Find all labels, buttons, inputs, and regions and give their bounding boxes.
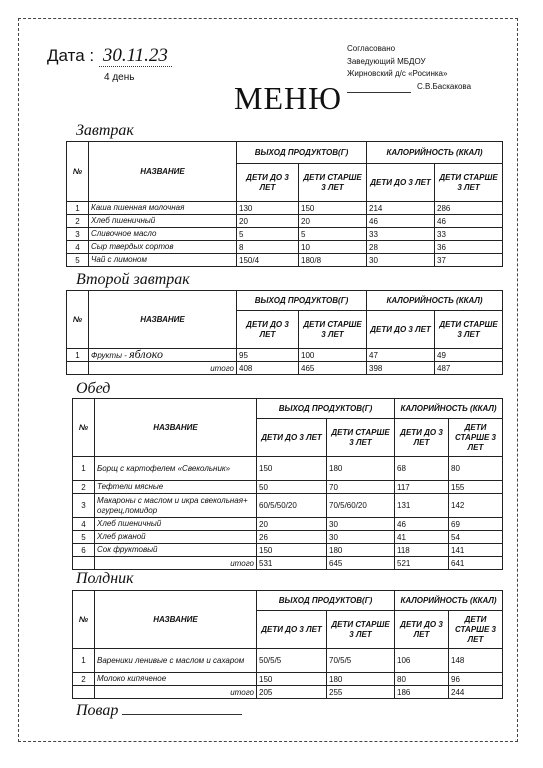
row-name: Каша пшенная молочная bbox=[89, 202, 237, 215]
table-row bbox=[73, 518, 503, 531]
table-row bbox=[67, 215, 503, 228]
col-output: ВЫХОД ПРОДУКТОВ(Г) bbox=[237, 291, 367, 311]
row-cal-over3: 46 bbox=[435, 215, 503, 228]
col-cal-over3: ДЕТИ СТАРШЕ 3 ЛЕТ bbox=[435, 311, 503, 349]
row-output-under3: 50/5/5 bbox=[257, 649, 327, 673]
row-num: 3 bbox=[67, 228, 89, 241]
row-cal-under3: 46 bbox=[367, 215, 435, 228]
row-output-under3: 150/4 bbox=[237, 254, 299, 267]
row-name: Макароны с маслом и икра свекольная+ огурец,помидор bbox=[95, 494, 257, 518]
total-row bbox=[67, 362, 503, 375]
row-name: Молоко кипяченое bbox=[95, 673, 257, 686]
row-cal-under3: 106 bbox=[395, 649, 449, 673]
col-name: НАЗВАНИЕ bbox=[89, 142, 237, 202]
total-label: итого bbox=[95, 686, 257, 699]
col-output-over3: ДЕТИ СТАРШЕ 3 ЛЕТ bbox=[327, 419, 395, 457]
row-output-over3: 20 bbox=[299, 215, 367, 228]
table-row bbox=[73, 494, 503, 518]
total-cal-over3: 487 bbox=[435, 362, 503, 375]
row-output-under3: 150 bbox=[257, 673, 327, 686]
col-num: № bbox=[73, 399, 95, 457]
row-name bbox=[89, 349, 237, 362]
row-handwritten-fruit: яблоко bbox=[129, 348, 163, 361]
col-num: № bbox=[67, 142, 89, 202]
row-num: 1 bbox=[67, 349, 89, 362]
row-num: 1 bbox=[73, 649, 95, 673]
row-cal-under3: 68 bbox=[395, 457, 449, 481]
row-output-under3: 130 bbox=[237, 202, 299, 215]
col-output-under3: ДЕТИ ДО 3 ЛЕТ bbox=[257, 419, 327, 457]
cook-signature-mark bbox=[122, 714, 242, 715]
section-title-lunch: Обед bbox=[76, 380, 111, 397]
col-output-under3: ДЕТИ ДО 3 ЛЕТ bbox=[237, 164, 299, 202]
row-output-over3: 180/8 bbox=[299, 254, 367, 267]
row-output-over3: 10 bbox=[299, 241, 367, 254]
row-cal-over3: 54 bbox=[449, 531, 503, 544]
row-name: Сливочное масло bbox=[89, 228, 237, 241]
row-cal-over3: 96 bbox=[449, 673, 503, 686]
row-num: 4 bbox=[73, 518, 95, 531]
col-output-over3: ДЕТИ СТАРШЕ 3 ЛЕТ bbox=[327, 611, 395, 649]
table-row bbox=[67, 349, 503, 362]
col-cal-over3: ДЕТИ СТАРШЕ 3 ЛЕТ bbox=[449, 611, 503, 649]
row-output-over3: 30 bbox=[327, 518, 395, 531]
row-name-text: Фрукты - bbox=[91, 351, 127, 360]
date-line bbox=[47, 45, 172, 67]
table-row bbox=[73, 481, 503, 494]
row-output-under3: 26 bbox=[257, 531, 327, 544]
total-row bbox=[73, 557, 503, 570]
row-cal-under3: 117 bbox=[395, 481, 449, 494]
table-second-breakfast bbox=[66, 290, 503, 375]
col-cal-under3: ДЕТИ ДО 3 ЛЕТ bbox=[367, 311, 435, 349]
row-cal-over3: 36 bbox=[435, 241, 503, 254]
row-cal-under3: 118 bbox=[395, 544, 449, 557]
date-label: Дата : bbox=[47, 46, 95, 65]
row-name: Сок фруктовый bbox=[95, 544, 257, 557]
row-cal-over3: 80 bbox=[449, 457, 503, 481]
row-output-over3: 180 bbox=[327, 457, 395, 481]
table-row bbox=[67, 228, 503, 241]
total-output-over3: 645 bbox=[327, 557, 395, 570]
row-num: 2 bbox=[73, 481, 95, 494]
total-label: итого bbox=[95, 557, 257, 570]
signature-mark bbox=[347, 92, 411, 93]
page-title: МЕНЮ bbox=[234, 80, 342, 116]
row-output-under3: 5 bbox=[237, 228, 299, 241]
table-row bbox=[73, 457, 503, 481]
row-cal-under3: 28 bbox=[367, 241, 435, 254]
total-row bbox=[73, 686, 503, 699]
approval-line-3: Жирновский д/с «Росинка» bbox=[347, 69, 448, 78]
row-cal-over3: 142 bbox=[449, 494, 503, 518]
section-title-breakfast: Завтрак bbox=[76, 122, 134, 139]
col-cal-over3: ДЕТИ СТАРШЕ 3 ЛЕТ bbox=[435, 164, 503, 202]
total-output-under3: 408 bbox=[237, 362, 299, 375]
col-num: № bbox=[73, 591, 95, 649]
col-cal-under3: ДЕТИ ДО 3 ЛЕТ bbox=[367, 164, 435, 202]
table-row bbox=[73, 544, 503, 557]
col-output: ВЫХОД ПРОДУКТОВ(Г) bbox=[257, 399, 395, 419]
total-cal-over3: 641 bbox=[449, 557, 503, 570]
row-output-over3: 30 bbox=[327, 531, 395, 544]
row-output-under3: 95 bbox=[237, 349, 299, 362]
row-cal-under3: 33 bbox=[367, 228, 435, 241]
row-name: Хлеб пшеничный bbox=[95, 518, 257, 531]
row-cal-under3: 30 bbox=[367, 254, 435, 267]
row-num: 3 bbox=[73, 494, 95, 518]
row-output-over3: 5 bbox=[299, 228, 367, 241]
total-label: итого bbox=[89, 362, 237, 375]
table-snack bbox=[72, 590, 503, 699]
section-title-snack: Полдник bbox=[76, 570, 134, 587]
table-row bbox=[73, 531, 503, 544]
col-cal-under3: ДЕТИ ДО 3 ЛЕТ bbox=[395, 611, 449, 649]
row-name: Чай с лимоном bbox=[89, 254, 237, 267]
approval-line-1: Согласовано bbox=[347, 44, 396, 53]
row-num: 2 bbox=[73, 673, 95, 686]
row-num: 1 bbox=[73, 457, 95, 481]
row-name: Борщ с картофелем «Свекольник» bbox=[95, 457, 257, 481]
row-num: 5 bbox=[73, 531, 95, 544]
row-cal-over3: 155 bbox=[449, 481, 503, 494]
row-cal-under3: 46 bbox=[395, 518, 449, 531]
table-breakfast bbox=[66, 141, 503, 267]
row-output-under3: 150 bbox=[257, 544, 327, 557]
row-num: 5 bbox=[67, 254, 89, 267]
row-cal-over3: 37 bbox=[435, 254, 503, 267]
col-cal-over3: ДЕТИ СТАРШЕ 3 ЛЕТ bbox=[449, 419, 503, 457]
col-output: ВЫХОД ПРОДУКТОВ(Г) bbox=[237, 142, 367, 164]
col-num: № bbox=[67, 291, 89, 349]
row-output-over3: 180 bbox=[327, 673, 395, 686]
total-cal-under3: 398 bbox=[367, 362, 435, 375]
row-cal-over3: 286 bbox=[435, 202, 503, 215]
row-output-under3: 150 bbox=[257, 457, 327, 481]
row-cal-over3: 49 bbox=[435, 349, 503, 362]
row-output-under3: 8 bbox=[237, 241, 299, 254]
col-calories: КАЛОРИЙНОСТЬ (ККАЛ) bbox=[367, 142, 503, 164]
row-num: 4 bbox=[67, 241, 89, 254]
date-value: 30.11.23 bbox=[99, 45, 172, 67]
col-cal-under3: ДЕТИ ДО 3 ЛЕТ bbox=[395, 419, 449, 457]
row-cal-over3: 141 bbox=[449, 544, 503, 557]
total-output-over3: 465 bbox=[299, 362, 367, 375]
row-cal-under3: 41 bbox=[395, 531, 449, 544]
row-name: Тефтели мясные bbox=[95, 481, 257, 494]
col-output-over3: ДЕТИ СТАРШЕ 3 ЛЕТ bbox=[299, 311, 367, 349]
row-num: 2 bbox=[67, 215, 89, 228]
table-lunch bbox=[72, 398, 503, 570]
row-cal-under3: 214 bbox=[367, 202, 435, 215]
col-name: НАЗВАНИЕ bbox=[89, 291, 237, 349]
row-output-over3: 70 bbox=[327, 481, 395, 494]
col-calories: КАЛОРИЙНОСТЬ (ККАЛ) bbox=[367, 291, 503, 311]
row-cal-under3: 80 bbox=[395, 673, 449, 686]
row-num: 1 bbox=[67, 202, 89, 215]
row-name: Сыр твердых сортов bbox=[89, 241, 237, 254]
row-output-over3: 70/5/60/20 bbox=[327, 494, 395, 518]
col-output: ВЫХОД ПРОДУКТОВ(Г) bbox=[257, 591, 395, 611]
approval-line-2: Заведующий МБДОУ bbox=[347, 56, 426, 66]
total-cal-over3: 244 bbox=[449, 686, 503, 699]
cook-line bbox=[76, 702, 242, 720]
row-output-under3: 50 bbox=[257, 481, 327, 494]
row-output-over3: 150 bbox=[299, 202, 367, 215]
row-cal-over3: 69 bbox=[449, 518, 503, 531]
col-output-under3: ДЕТИ ДО 3 ЛЕТ bbox=[237, 311, 299, 349]
row-output-under3: 20 bbox=[237, 215, 299, 228]
row-cal-over3: 148 bbox=[449, 649, 503, 673]
row-name: Хлеб ржаной bbox=[95, 531, 257, 544]
col-output-over3: ДЕТИ СТАРШЕ 3 ЛЕТ bbox=[299, 164, 367, 202]
approval-block bbox=[347, 43, 471, 93]
total-output-over3: 255 bbox=[327, 686, 395, 699]
col-name: НАЗВАНИЕ bbox=[95, 591, 257, 649]
col-calories: КАЛОРИЙНОСТЬ (ККАЛ) bbox=[395, 591, 503, 611]
table-row bbox=[67, 241, 503, 254]
table-row bbox=[73, 649, 503, 673]
col-name: НАЗВАНИЕ bbox=[95, 399, 257, 457]
table-row bbox=[73, 673, 503, 686]
table-row bbox=[67, 254, 503, 267]
col-output-under3: ДЕТИ ДО 3 ЛЕТ bbox=[257, 611, 327, 649]
total-cal-under3: 521 bbox=[395, 557, 449, 570]
row-output-under3: 60/5/50/20 bbox=[257, 494, 327, 518]
total-output-under3: 531 bbox=[257, 557, 327, 570]
row-output-over3: 70/5/5 bbox=[327, 649, 395, 673]
col-calories: КАЛОРИЙНОСТЬ (ККАЛ) bbox=[395, 399, 503, 419]
table-row bbox=[67, 202, 503, 215]
section-title-second-breakfast: Второй завтрак bbox=[76, 271, 190, 288]
row-name: Вареники ленивые с маслом и сахаром bbox=[95, 649, 257, 673]
cook-label: Повар bbox=[76, 702, 119, 719]
row-cal-over3: 33 bbox=[435, 228, 503, 241]
approval-signature-line bbox=[347, 81, 471, 94]
row-output-over3: 180 bbox=[327, 544, 395, 557]
day-label: 4 день bbox=[104, 72, 135, 83]
row-output-over3: 100 bbox=[299, 349, 367, 362]
row-output-under3: 20 bbox=[257, 518, 327, 531]
total-cal-under3: 186 bbox=[395, 686, 449, 699]
row-cal-under3: 47 bbox=[367, 349, 435, 362]
row-name: Хлеб пшеничный bbox=[89, 215, 237, 228]
row-num: 6 bbox=[73, 544, 95, 557]
row-cal-under3: 131 bbox=[395, 494, 449, 518]
total-output-under3: 205 bbox=[257, 686, 327, 699]
approval-signer: С.В.Баскакова bbox=[417, 81, 472, 91]
